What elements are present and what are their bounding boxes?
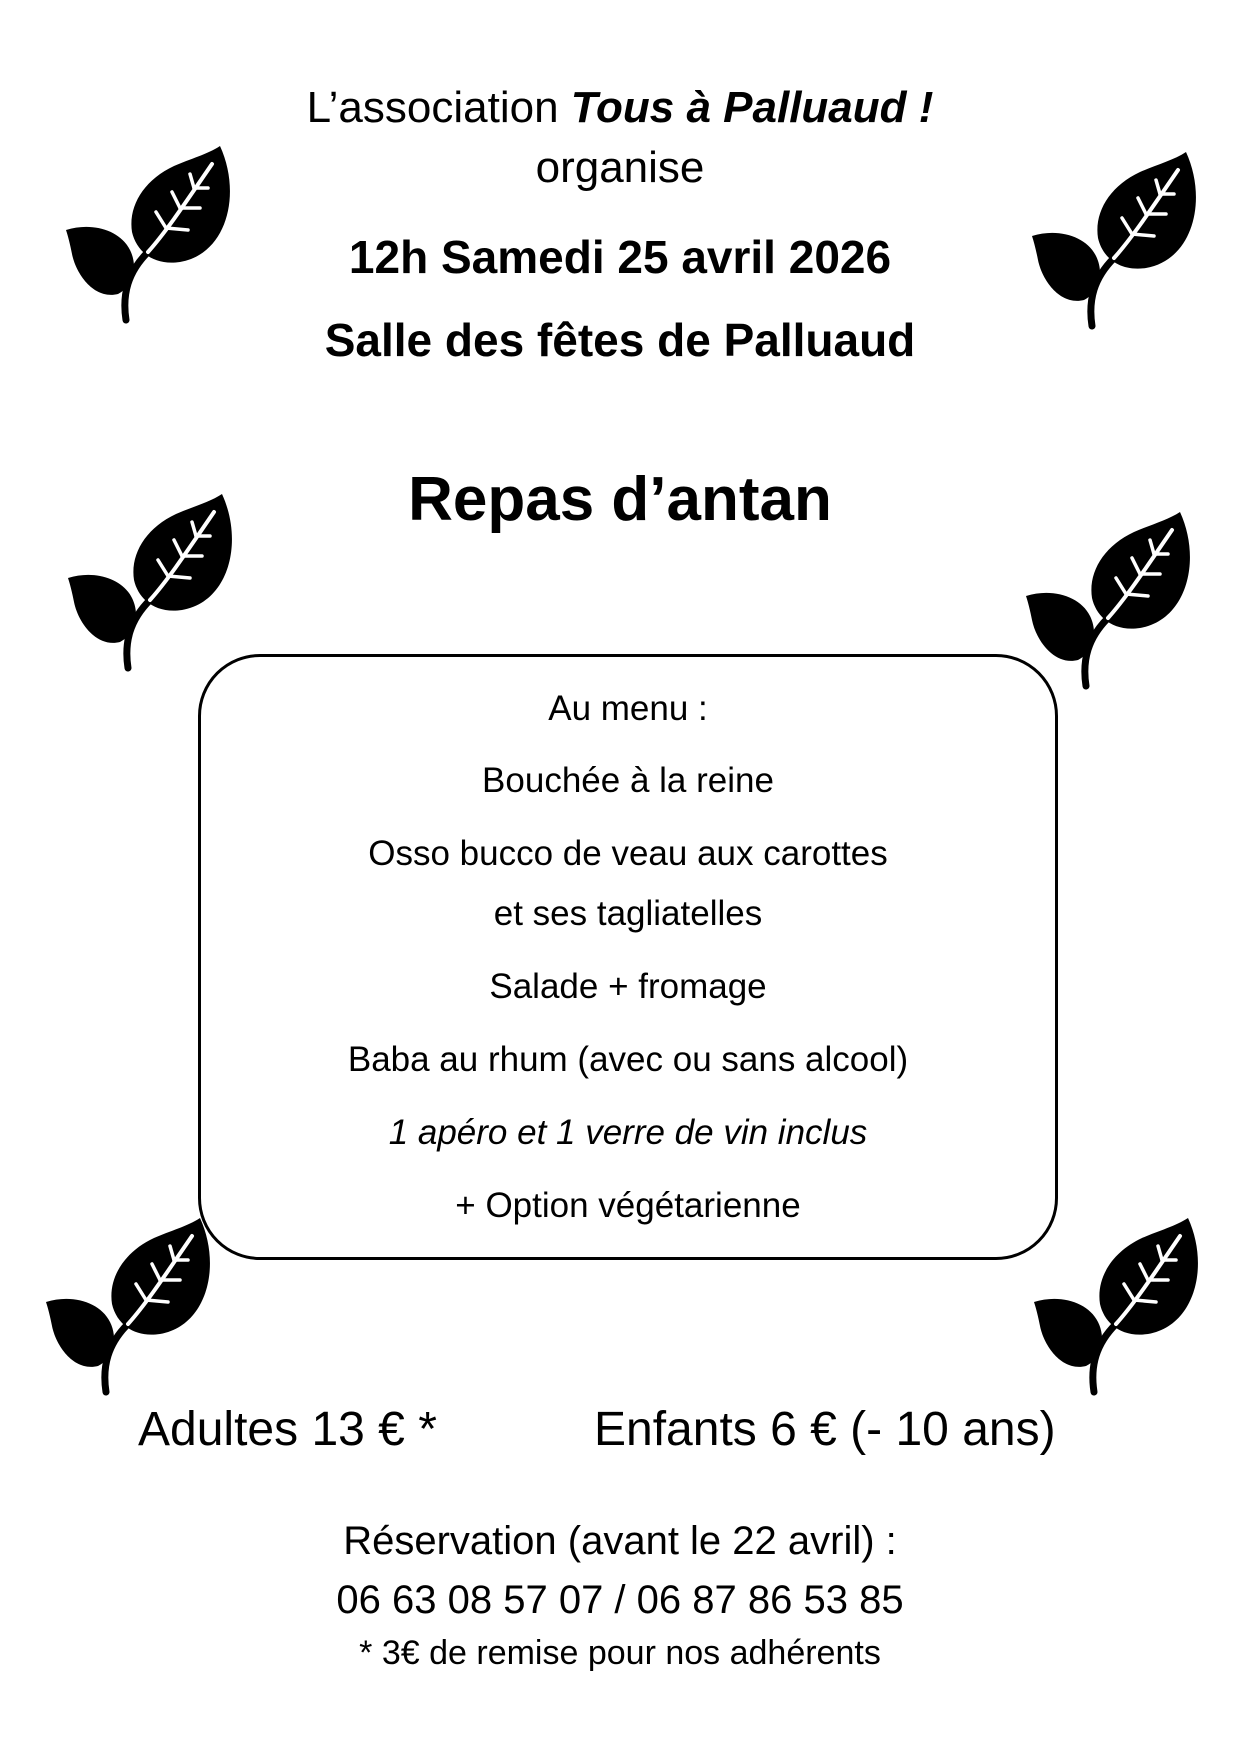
leaf-sprout-icon (1022, 500, 1192, 690)
menu-heading: Au menu : (548, 689, 708, 728)
menu-item: et ses tagliatelles (493, 894, 763, 933)
menu-item-drinks: 1 apéro et 1 verre de vin inclus (388, 1113, 868, 1152)
member-discount-note: * 3€ de remise pour nos adhérents (359, 1634, 881, 1672)
event-venue: Salle des fêtes de Palluaud (324, 314, 916, 366)
intro-organise: organise (535, 143, 705, 192)
menu-item-vegetarian: + Option végétarienne (455, 1186, 801, 1225)
price-adults: Adultes 13 € * (138, 1403, 437, 1456)
leaf-sprout-icon (1030, 1206, 1200, 1396)
association-name: Tous à Palluaud ! (570, 83, 934, 132)
reservation-label: Réservation (avant le 22 avril) : (343, 1519, 897, 1563)
menu-item: Salade + fromage (489, 967, 767, 1006)
menu-item: Bouchée à la reine (482, 761, 774, 800)
leaf-sprout-icon (1028, 140, 1198, 330)
leaf-sprout-icon (42, 1206, 212, 1396)
leaf-sprout-icon (62, 134, 232, 324)
event-date: 12h Samedi 25 avril 2026 (348, 231, 892, 283)
intro-prefix: L’association (306, 83, 571, 132)
leaf-sprout-icon (64, 482, 234, 672)
reservation-phones: 06 63 08 57 07 / 06 87 86 53 85 (336, 1578, 904, 1622)
event-title: Repas d’antan (408, 465, 832, 534)
menu-box (198, 654, 1058, 1260)
price-children: Enfants 6 € (- 10 ans) (594, 1403, 1056, 1456)
intro-line (0, 80, 1240, 136)
menu-item: Baba au rhum (avec ou sans alcool) (347, 1040, 909, 1079)
menu-item: Osso bucco de veau aux carottes (368, 834, 888, 873)
